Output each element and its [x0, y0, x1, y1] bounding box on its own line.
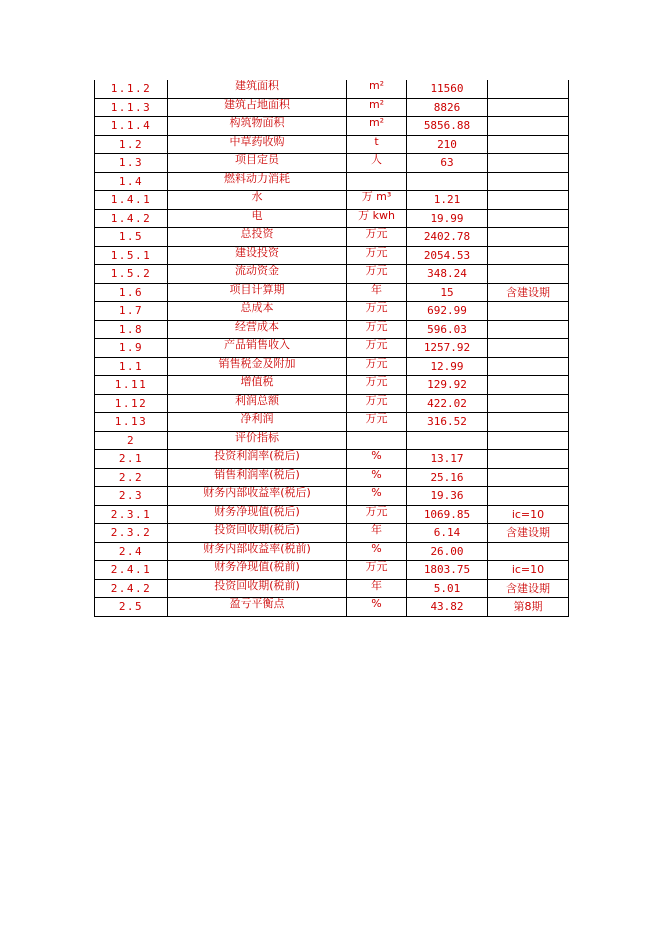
unit-cell	[347, 468, 407, 487]
item-name-text: 水	[251, 190, 263, 204]
item-name-cell	[168, 191, 347, 210]
note-cell	[488, 524, 569, 543]
value-cell	[407, 598, 488, 617]
value-cell	[407, 468, 488, 487]
note-cell	[488, 376, 569, 395]
note-cell	[488, 265, 569, 284]
item-name-cell	[168, 135, 347, 154]
row-number-text: 2.5	[118, 600, 144, 614]
unit-text: %	[371, 486, 382, 500]
table-row	[95, 542, 569, 561]
note-cell	[488, 561, 569, 580]
value-text: 692.99	[427, 304, 467, 318]
item-name-cell	[168, 394, 347, 413]
note-cell	[488, 117, 569, 136]
item-name-cell	[168, 487, 347, 506]
unit-cell	[347, 154, 407, 173]
value-cell	[407, 302, 488, 321]
item-name-cell	[168, 450, 347, 469]
note-cell	[488, 98, 569, 117]
value-cell	[407, 209, 488, 228]
row-number-text: 1.11	[114, 378, 148, 392]
note-cell	[488, 431, 569, 450]
note-text: 含建设期	[506, 581, 550, 595]
note-cell	[488, 154, 569, 173]
note-cell	[488, 487, 569, 506]
value-cell	[407, 376, 488, 395]
table-row	[95, 468, 569, 487]
unit-text: m²	[368, 98, 385, 111]
row-number-cell	[95, 246, 168, 265]
note-cell	[488, 468, 569, 487]
note-cell	[488, 542, 569, 561]
row-number-cell	[95, 579, 168, 598]
item-name-cell	[168, 98, 347, 117]
row-number-cell	[95, 320, 168, 339]
value-text: 26.00	[430, 544, 464, 558]
table-row	[95, 302, 569, 321]
item-name-text: 投资利润率(税后)	[214, 449, 300, 463]
unit-text: 万元	[365, 375, 388, 389]
note-cell	[488, 302, 569, 321]
table-row	[95, 191, 569, 210]
value-text: 8826	[433, 100, 461, 114]
row-number-text: 1.5.2	[110, 267, 152, 281]
unit-text: 万 m³	[361, 190, 392, 204]
item-name-text: 建筑占地面积	[224, 98, 290, 111]
table-row	[95, 283, 569, 302]
note-cell	[488, 228, 569, 247]
table-row	[95, 561, 569, 580]
value-text: 5.01	[433, 581, 461, 595]
table-row	[95, 154, 569, 173]
note-text: 含建设期	[506, 285, 550, 299]
row-number-text: 2.4.2	[110, 581, 152, 595]
row-number-text: 1.1.3	[110, 100, 152, 114]
value-cell	[407, 450, 488, 469]
value-cell	[407, 579, 488, 598]
row-number-cell	[95, 98, 168, 117]
unit-text: 年	[371, 283, 382, 296]
note-text: ic=10	[511, 563, 545, 577]
item-name-cell	[168, 579, 347, 598]
table-row	[95, 339, 569, 358]
note-cell	[488, 320, 569, 339]
value-cell	[407, 524, 488, 543]
row-number-text: 1.1	[118, 359, 144, 373]
row-number-text: 2.4	[118, 544, 144, 558]
value-cell	[407, 154, 488, 173]
value-text: 596.03	[427, 322, 467, 336]
unit-text: 万元	[365, 264, 388, 278]
unit-text: 万元	[365, 412, 388, 426]
table-row	[95, 487, 569, 506]
item-name-cell	[168, 154, 347, 173]
item-name-cell	[168, 283, 347, 302]
row-number-cell	[95, 228, 168, 247]
value-cell	[407, 339, 488, 358]
value-cell	[407, 487, 488, 506]
value-cell	[407, 98, 488, 117]
unit-cell	[347, 246, 407, 265]
item-name-text: 销售利润率(税后)	[214, 468, 300, 481]
note-text: 含建设期	[506, 526, 550, 540]
note-cell	[488, 135, 569, 154]
item-name-text: 电	[251, 209, 263, 222]
item-name-cell	[168, 265, 347, 284]
row-number-text: 1.7	[118, 304, 144, 318]
value-text: 6.14	[433, 526, 461, 540]
unit-cell	[347, 172, 407, 191]
row-number-cell	[95, 172, 168, 191]
unit-text: 万元	[365, 246, 388, 259]
row-number-text: 1.1.4	[110, 119, 152, 133]
row-number-cell	[95, 339, 168, 358]
row-number-text: 2.3.1	[110, 507, 152, 521]
unit-cell	[347, 357, 407, 376]
row-number-text: 1.3	[118, 156, 144, 170]
note-cell	[488, 172, 569, 191]
note-cell	[488, 283, 569, 302]
unit-text: 年	[371, 523, 382, 537]
note-cell	[488, 450, 569, 469]
value-cell	[407, 357, 488, 376]
unit-text: 万元	[365, 357, 388, 370]
unit-text: 万元	[365, 560, 388, 574]
table-row	[95, 117, 569, 136]
table-row	[95, 524, 569, 543]
row-number-text: 1.1.2	[110, 82, 152, 96]
table-row	[95, 413, 569, 432]
value-text: 19.99	[430, 211, 464, 225]
unit-cell	[347, 394, 407, 413]
row-number-cell	[95, 80, 168, 98]
item-name-cell	[168, 357, 347, 376]
row-number-text: 1.4.2	[110, 211, 152, 225]
item-name-cell	[168, 228, 347, 247]
note-cell	[488, 246, 569, 265]
note-cell	[488, 209, 569, 228]
item-name-text: 构筑物面积	[229, 116, 285, 130]
item-name-cell	[168, 468, 347, 487]
unit-cell	[347, 135, 407, 154]
unit-text: 万元	[365, 505, 388, 518]
value-text: 2402.78	[423, 230, 471, 244]
indicator-table	[94, 80, 569, 617]
value-cell	[407, 431, 488, 450]
value-text: 19.36	[430, 489, 464, 503]
value-cell	[407, 228, 488, 247]
unit-cell	[347, 487, 407, 506]
item-name-cell	[168, 598, 347, 617]
row-number-cell	[95, 542, 168, 561]
value-cell	[407, 542, 488, 561]
unit-text: 万元	[365, 227, 388, 241]
unit-text: t	[374, 135, 379, 148]
row-number-text: 1.2	[118, 137, 144, 151]
value-text: 1.21	[433, 193, 461, 207]
table-row	[95, 320, 569, 339]
unit-text: %	[371, 597, 382, 611]
row-number-text: 2.3.2	[110, 526, 152, 540]
item-name-cell	[168, 209, 347, 228]
item-name-text: 经营成本	[235, 320, 279, 333]
item-name-cell	[168, 246, 347, 265]
table-row	[95, 98, 569, 117]
value-text: 25.16	[430, 470, 464, 484]
table-row	[95, 505, 569, 524]
row-number-text: 1.13	[114, 415, 148, 429]
unit-cell	[347, 283, 407, 302]
row-number-cell	[95, 283, 168, 302]
unit-cell	[347, 542, 407, 561]
unit-text: 人	[371, 153, 382, 167]
item-name-cell	[168, 505, 347, 524]
unit-cell	[347, 431, 407, 450]
value-text: 316.52	[427, 415, 467, 429]
row-number-cell	[95, 191, 168, 210]
unit-cell	[347, 98, 407, 117]
table-row	[95, 579, 569, 598]
value-cell	[407, 413, 488, 432]
row-number-cell	[95, 357, 168, 376]
item-name-text: 燃料动力消耗	[224, 172, 290, 185]
unit-text: %	[371, 449, 382, 463]
row-number-cell	[95, 450, 168, 469]
note-cell	[488, 394, 569, 413]
row-number-text: 1.4.1	[110, 193, 152, 207]
item-name-text: 中草药收购	[229, 135, 285, 148]
note-cell	[488, 598, 569, 617]
row-number-cell	[95, 135, 168, 154]
row-number-cell	[95, 598, 168, 617]
item-name-cell	[168, 542, 347, 561]
row-number-cell	[95, 265, 168, 284]
row-number-text: 2	[126, 433, 136, 447]
item-name-text: 盈亏平衡点	[229, 597, 285, 611]
item-name-cell	[168, 431, 347, 450]
item-name-text: 流动资金	[235, 264, 279, 278]
indicator-table-body	[95, 80, 569, 616]
item-name-text: 总投资	[240, 227, 274, 241]
unit-text: 年	[371, 579, 382, 592]
item-name-text: 利润总额	[235, 394, 279, 407]
table-row	[95, 376, 569, 395]
value-text: 5856.88	[423, 119, 471, 133]
row-number-text: 2.1	[118, 452, 144, 466]
table-row	[95, 80, 569, 98]
item-name-cell	[168, 302, 347, 321]
item-name-text: 产品销售收入	[224, 338, 290, 352]
item-name-text: 销售税金及附加	[218, 357, 296, 370]
row-number-cell	[95, 524, 168, 543]
row-number-text: 1.5.1	[110, 248, 152, 262]
value-cell	[407, 265, 488, 284]
table-row	[95, 450, 569, 469]
row-number-text: 1.6	[118, 285, 144, 299]
note-cell	[488, 80, 569, 98]
item-name-text: 财务内部收益率(税前)	[203, 542, 311, 555]
item-name-cell	[168, 413, 347, 432]
unit-cell	[347, 228, 407, 247]
item-name-text: 净利润	[240, 412, 274, 426]
row-number-text: 2.4.1	[110, 563, 152, 577]
table-row	[95, 246, 569, 265]
unit-cell	[347, 579, 407, 598]
unit-text: %	[371, 468, 382, 481]
value-cell	[407, 394, 488, 413]
value-text: 15	[440, 285, 454, 299]
unit-cell	[347, 191, 407, 210]
note-cell	[488, 191, 569, 210]
item-name-text: 投资回收期(税后)	[214, 523, 300, 537]
unit-text: 万元	[365, 338, 388, 352]
row-number-cell	[95, 154, 168, 173]
row-number-cell	[95, 302, 168, 321]
value-cell	[407, 191, 488, 210]
unit-cell	[347, 376, 407, 395]
item-name-cell	[168, 320, 347, 339]
value-text: 11560	[430, 82, 464, 96]
row-number-cell	[95, 505, 168, 524]
unit-text: %	[371, 542, 382, 555]
row-number-cell	[95, 117, 168, 136]
row-number-cell	[95, 209, 168, 228]
unit-cell	[347, 80, 407, 98]
value-text: 422.02	[427, 396, 467, 410]
value-text: 348.24	[427, 267, 467, 281]
unit-cell	[347, 505, 407, 524]
value-cell	[407, 135, 488, 154]
row-number-cell	[95, 376, 168, 395]
row-number-cell	[95, 468, 168, 487]
item-name-text: 投资回收期(税前)	[214, 579, 300, 592]
value-cell	[407, 172, 488, 191]
unit-text: 万 kwh	[358, 209, 395, 222]
item-name-cell	[168, 561, 347, 580]
row-number-text: 1.12	[114, 396, 148, 410]
value-text: 210	[437, 137, 457, 151]
item-name-text: 财务净现值(税前)	[214, 560, 300, 574]
value-text: 1069.85	[423, 507, 471, 521]
row-number-text: 1.8	[118, 322, 144, 336]
item-name-text: 财务内部收益率(税后)	[203, 486, 311, 500]
value-cell	[407, 246, 488, 265]
unit-cell	[347, 561, 407, 580]
row-number-text: 1.4	[118, 174, 144, 188]
value-cell	[407, 283, 488, 302]
unit-cell	[347, 209, 407, 228]
row-number-cell	[95, 487, 168, 506]
row-number-text: 2.2	[118, 470, 144, 484]
note-cell	[488, 413, 569, 432]
table-row	[95, 265, 569, 284]
value-text: 129.92	[427, 378, 467, 392]
value-text: 1257.92	[423, 341, 471, 355]
unit-cell	[347, 117, 407, 136]
value-text: 43.82	[430, 600, 464, 614]
value-cell	[407, 505, 488, 524]
unit-text: 万元	[365, 320, 388, 333]
unit-cell	[347, 413, 407, 432]
item-name-text: 总成本	[240, 301, 274, 315]
unit-text: 万元	[365, 394, 388, 407]
item-name-text: 建设投资	[235, 246, 279, 259]
value-cell	[407, 80, 488, 98]
value-text: 13.17	[430, 452, 464, 466]
value-cell	[407, 117, 488, 136]
item-name-text: 项目定员	[235, 153, 279, 167]
note-cell	[488, 357, 569, 376]
unit-cell	[347, 524, 407, 543]
unit-text: 万元	[365, 301, 388, 315]
row-number-text: 1.9	[118, 341, 144, 355]
table-row	[95, 598, 569, 617]
note-text: 第8期	[513, 600, 543, 614]
row-number-cell	[95, 561, 168, 580]
row-number-cell	[95, 413, 168, 432]
item-name-cell	[168, 376, 347, 395]
table-row	[95, 431, 569, 450]
unit-cell	[347, 302, 407, 321]
row-number-cell	[95, 394, 168, 413]
unit-text: m²	[368, 80, 385, 93]
row-number-text: 1.5	[118, 230, 144, 244]
item-name-cell	[168, 172, 347, 191]
row-number-cell	[95, 431, 168, 450]
note-text: ic=10	[511, 507, 545, 521]
table-row	[95, 135, 569, 154]
unit-text: m²	[368, 116, 385, 130]
unit-cell	[347, 320, 407, 339]
item-name-cell	[168, 339, 347, 358]
value-cell	[407, 320, 488, 339]
value-cell	[407, 561, 488, 580]
note-cell	[488, 339, 569, 358]
item-name-cell	[168, 117, 347, 136]
item-name-text: 财务净现值(税后)	[214, 505, 300, 518]
table-row	[95, 228, 569, 247]
unit-cell	[347, 450, 407, 469]
table-row	[95, 172, 569, 191]
table-row	[95, 357, 569, 376]
note-cell	[488, 505, 569, 524]
item-name-cell	[168, 80, 347, 98]
item-name-text: 项目计算期	[229, 283, 285, 296]
value-text: 2054.53	[423, 248, 471, 262]
item-name-text: 增值税	[240, 375, 274, 389]
note-cell	[488, 579, 569, 598]
item-name-text: 评价指标	[235, 431, 279, 444]
item-name-cell	[168, 524, 347, 543]
unit-cell	[347, 598, 407, 617]
table-row	[95, 394, 569, 413]
unit-cell	[347, 339, 407, 358]
table-row	[95, 209, 569, 228]
item-name-text: 建筑面积	[235, 80, 279, 93]
value-text: 12.99	[430, 359, 464, 373]
value-text: 1803.75	[423, 563, 471, 577]
value-text: 63	[440, 156, 454, 170]
row-number-text: 2.3	[118, 489, 144, 503]
unit-cell	[347, 265, 407, 284]
